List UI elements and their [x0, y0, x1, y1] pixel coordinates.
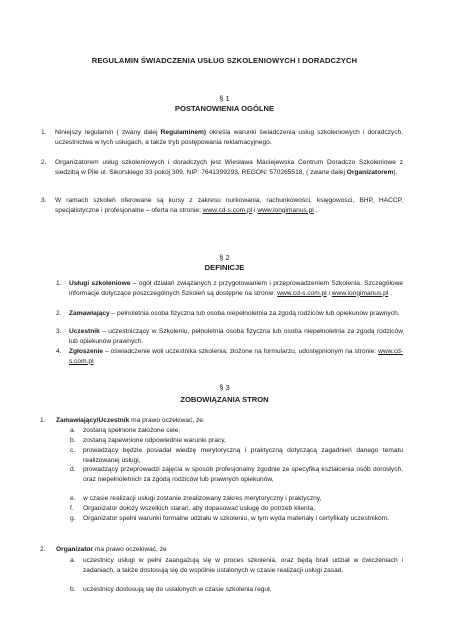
sub-letter: a.: [70, 427, 76, 434]
s1-item2-number: 2.: [41, 159, 47, 166]
section-2-title: DEFINICJE: [204, 263, 245, 272]
section-2-number: § 2: [219, 253, 230, 262]
list-item: w czasie realizacji usługi zostanie zrealizowany zakres merytoryczny i praktyczny,: [83, 495, 322, 502]
s2-item2: Zamawiający – pełnoletnia osoba fizyczna lub osoba niepełnoletnia za zgodą rodziców lub opiekunów prawnych.: [69, 310, 400, 317]
list-item: zostaną zapewnione odpowiednie warunki pracy,: [83, 437, 226, 444]
document-title: REGULAMIN ŚWIADCZENIA USŁUG SZKOLENIOWYCH I DORADCZYCH: [91, 56, 358, 65]
s1-item1: Niniejszy regulamin ( zwany dalej Regulaminem) określa warunki świadczenia usług szkoleniowych i doradczych, uczestnictwa w tych usługach, a także tryb postępowania reklamacyjnego.: [55, 129, 404, 146]
section-1-number: § 1: [219, 94, 230, 103]
website-link-cds[interactable]: www.cd-s.com.pl: [69, 348, 403, 365]
s3-item2: Organizator ma prawo oczekiwać, że: [56, 546, 167, 553]
list-item: uczestnicy usługi w pełni zaangażują się w proces szkolenia, oraz będą brali udział w ćwiczeniach i zadaniach, a także dostosują się do wspólnie ustalonych w czasie realizacji usługi zasad,: [83, 557, 403, 574]
s3-item2-number: 2.: [40, 546, 46, 553]
sub-letter: c.: [70, 447, 76, 454]
s2-item1: Usługi szkoleniowe – ogół działań związanych z przygotowaniem i przeprowadzeniem Szkolenia. Szczegółowe informacje dotyczące poszczególnych Szkoleń są dostępne na stronie: www.cd-s.com.pl i www.longimanus.pl .: [69, 280, 404, 297]
s1-item1-number: 1.: [41, 129, 47, 136]
s2-item2-number: 2.: [56, 310, 62, 317]
sub-letter: e.: [70, 495, 76, 502]
s1-item3: W ramach szkoleń oferowane są kursy z zakresu nurkowania, rachunkowości, księgowości, BHP, HACCP, specjalistyczne i profesjonalne – oferta na stronie: www.cd-s.com.pl i www.longimanus.pl .: [55, 197, 403, 214]
s2-item3: Uczestnik – uczestniczący w Szkoleniu, pełnoletnia osoba fizyczna lub osoba niepełnoletnia za zgodą rodziców lub opiekunów prawnych.: [69, 328, 403, 345]
sub-letter: b.: [70, 586, 76, 593]
list-item: prowadzący będzie posiadał wiedzę merytoryczną i praktyczną dotyczącą zagadnień danego tematu realizowanej usługi,: [83, 447, 403, 464]
s2-item4: Zgłoszenie – oświadczenie woli uczestnika szkolenia, złożone na formularzu, udostępnionym na stronie: www.cd-s.com.pl: [69, 348, 403, 365]
sub-letter: f.: [70, 505, 74, 512]
list-item: Organizator spełni warunki formalne udziału w szkoleniu, w tym wyda materiały i certyfikaty uczestnikom.: [83, 515, 389, 522]
list-item: Organizator dołoży wszelkich starań, aby dopasować usługę do potrzeb klienta,: [83, 505, 316, 512]
s2-item4-number: 4.: [56, 348, 62, 355]
section-3-number: § 3: [219, 383, 230, 392]
website-link-cds[interactable]: www.cd-s.com.pl: [277, 289, 327, 297]
sub-letter: d.: [70, 466, 76, 473]
s1-item2: Organizatorem usług szkoleniowych i doradczych jest Wiesława Maciejewska Centrum Doradczo Szkoleniowe z siedzibą w Pile ul. Sikorskiego 33 pokój 309, NIP: 7641399293, REGON: 570265518, ( zwane dalej Organizatorem).: [55, 159, 403, 176]
list-item: zostaną spełnione założone cele,: [83, 427, 181, 434]
s2-item3-number: 3.: [56, 328, 62, 335]
website-link-longimanus[interactable]: www.longimanus.pl: [257, 206, 314, 214]
website-link-longimanus[interactable]: www.longimanus.pl: [331, 289, 389, 297]
s1-item3-number: 3.: [41, 197, 47, 204]
s3-item1-number: 1.: [40, 417, 46, 424]
sub-letter: g.: [70, 515, 76, 522]
section-3-title: ZOBOWIĄZANIA STRON: [180, 395, 269, 404]
website-link-cds[interactable]: www.cd-s.com.pl: [202, 206, 253, 214]
sub-letter: b.: [70, 437, 76, 444]
s3-item1: Zamawiający/Uczestnik ma prawo oczekiwać, że:: [56, 417, 205, 424]
list-item: prowadzący przeprowadzi zajęcia w sposób profesjonalny zgodnie ze specyfiką kształcenia osób dorosłych, oraz niepełnoletnich za zgodą rodziców lub prawnych opiekunów,: [83, 466, 403, 483]
list-item: uczestnicy dostosują się do ustalonych w czasie szkolenia reguł.: [83, 586, 272, 593]
s2-item1-number: 1.: [56, 280, 62, 287]
section-1-title: POSTANOWIENIA OGÓLNE: [174, 104, 275, 113]
sub-letter: a.: [70, 557, 76, 564]
